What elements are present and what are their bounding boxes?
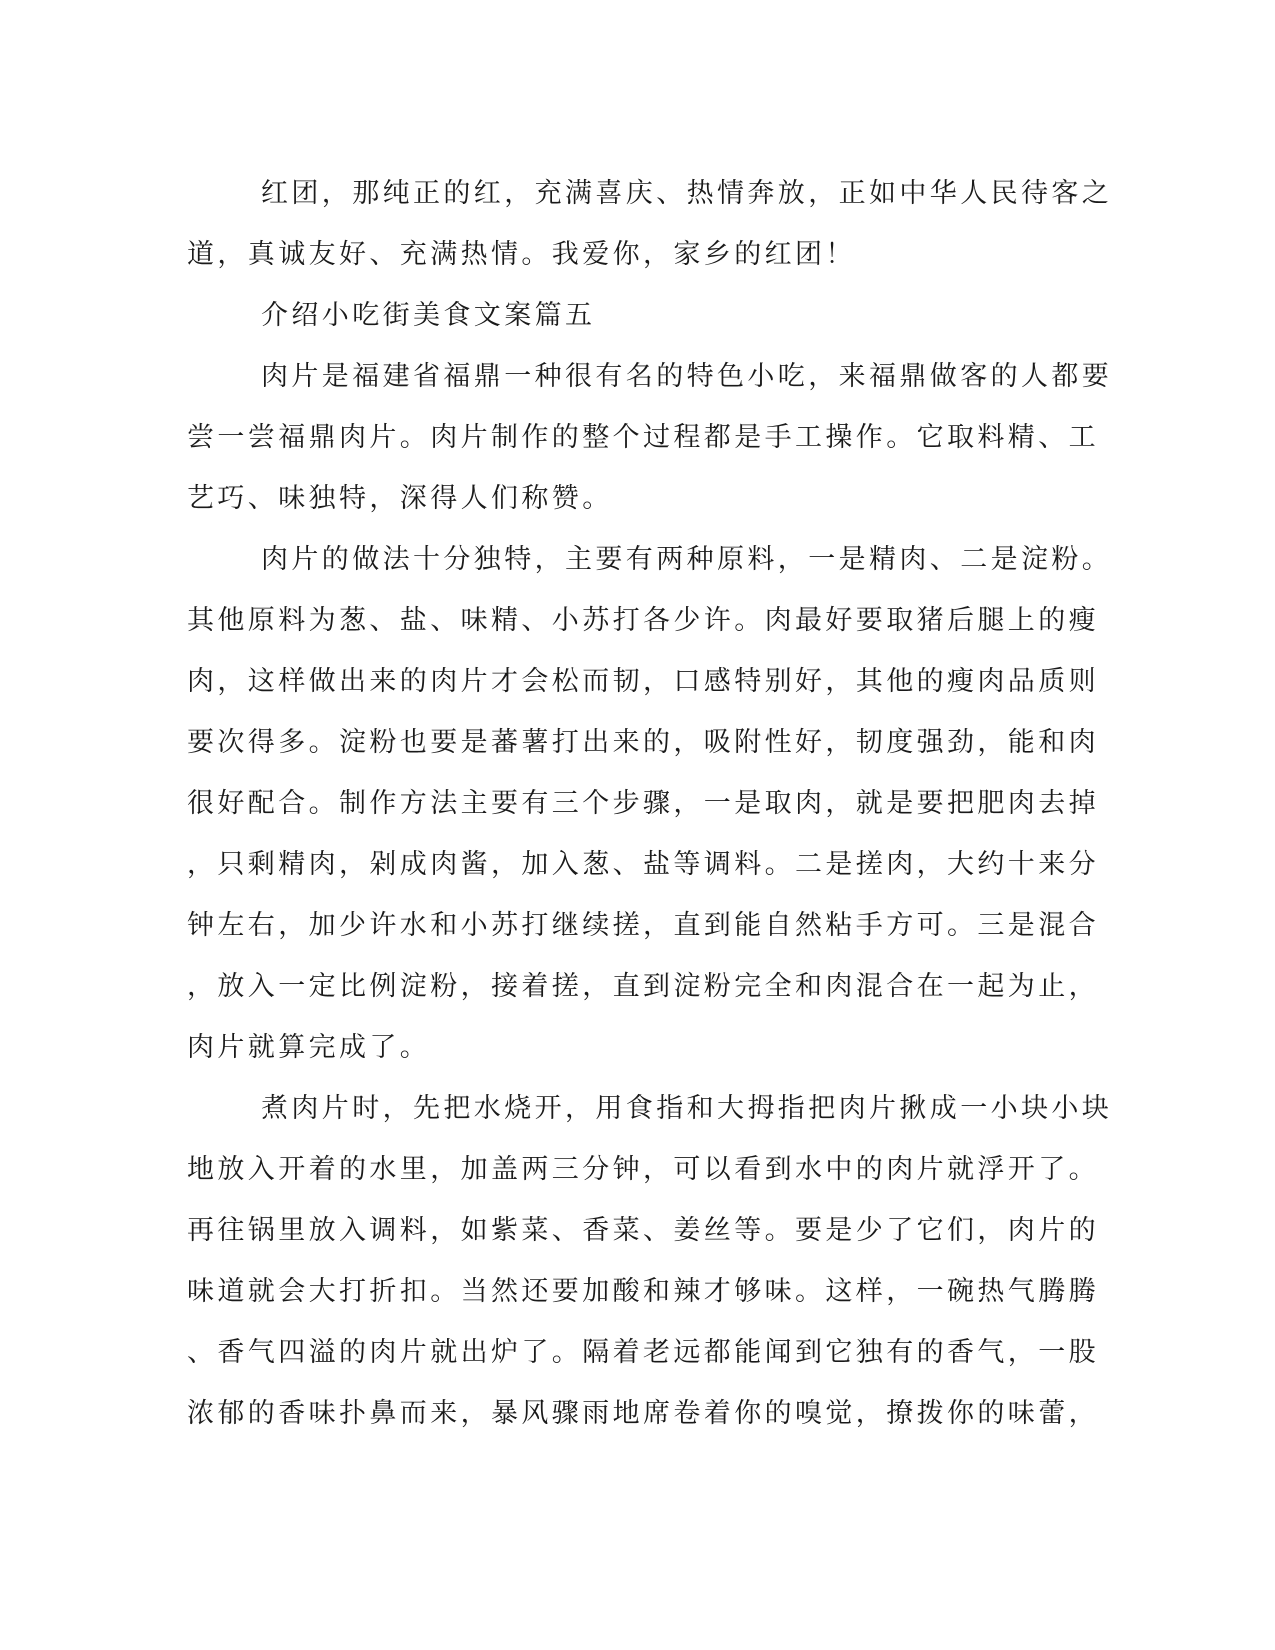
paragraph-roupian-method [187,529,1113,1078]
text-line: 肉，这样做出来的肉片才会松而韧，口感特别好，其他的瘦肉品质则 [187,666,1099,697]
text-line: 道，真诚友好、充满热情。我爱你，家乡的红团！ [187,239,856,270]
text-line: 味道就会大打折扣。当然还要加酸和辣才够味。这样，一碗热气腾腾 [187,1276,1099,1307]
text-line: 浓郁的香味扑鼻而来，暴风骤雨地席卷着你的嗅觉，撩拨你的味蕾， [187,1398,1099,1429]
text-line: 煮肉片时，先把水烧开，用食指和大拇指把肉片揪成一小块小块 [261,1093,1113,1124]
section-heading [187,285,1087,346]
text-line: 尝一尝福鼎肉片。肉片制作的整个过程都是手工操作。它取料精、工 [187,422,1099,453]
text-line: 要次得多。淀粉也要是蕃薯打出来的，吸附性好，韧度强劲，能和肉 [187,727,1099,758]
text-line: 肉片的做法十分独特，主要有两种原料，一是精肉、二是淀粉。 [261,544,1113,575]
text-line: ，放入一定比例淀粉，接着搓，直到淀粉完全和肉混合在一起为止， [187,971,1099,1002]
text-line: ，只剩精肉，剁成肉酱，加入葱、盐等调料。二是搓肉，大约十来分 [187,849,1099,880]
text-line: 、香气四溢的肉片就出炉了。隔着老远都能闻到它独有的香气，一股 [187,1337,1099,1368]
text-line: 肉片就算完成了。 [187,1032,431,1063]
section-title: 介绍小吃街美食文案篇五 [261,300,596,331]
text-line: 其他原料为葱、盐、味精、小苏打各少许。肉最好要取猪后腿上的瘦 [187,605,1099,636]
text-line: 红团，那纯正的红，充满喜庆、热情奔放，正如中华人民待客之 [261,178,1113,209]
document-body [187,163,1113,1444]
paragraph-roupian-intro [187,346,1113,529]
text-line: 艺巧、味独特，深得人们称赞。 [187,483,613,514]
paragraph-roupian-cooking [187,1078,1113,1444]
text-line: 肉片是福建省福鼎一种很有名的特色小吃，来福鼎做客的人都要 [261,361,1113,392]
paragraph-hongtuan-conclusion [187,163,1113,285]
text-line: 再往锅里放入调料，如紫菜、香菜、姜丝等。要是少了它们，肉片的 [187,1215,1099,1246]
text-line: 很好配合。制作方法主要有三个步骤，一是取肉，就是要把肥肉去掉 [187,788,1099,819]
text-line: 地放入开着的水里，加盖两三分钟，可以看到水中的肉片就浮开了。 [187,1154,1099,1185]
text-line: 钟左右，加少许水和小苏打继续搓，直到能自然粘手方可。三是混合 [187,910,1099,941]
